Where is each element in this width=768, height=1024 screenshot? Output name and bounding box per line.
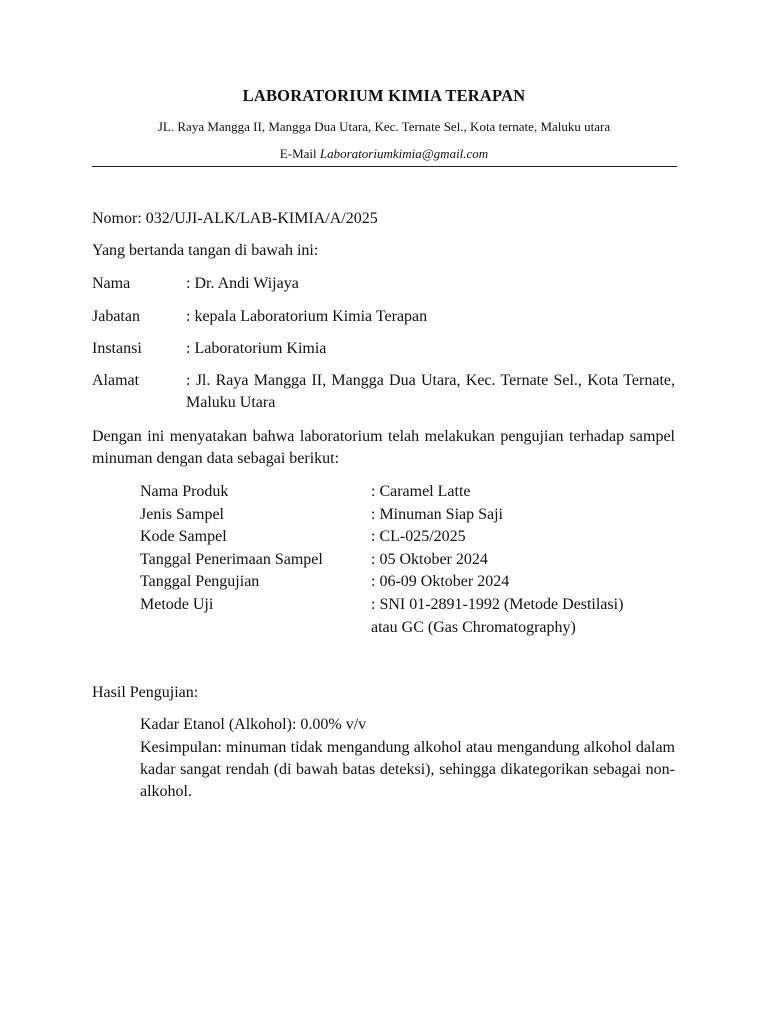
sample-value: : 05 Oktober 2024 xyxy=(371,551,488,568)
sample-label: Kode Sampel xyxy=(140,528,227,545)
sample-label: Nama Produk xyxy=(140,483,229,500)
lab-email-line xyxy=(0,146,768,162)
sample-label: Jenis Sampel xyxy=(140,506,224,523)
signatory-label: Nama xyxy=(92,275,131,292)
signatory-label: Alamat xyxy=(92,372,140,389)
sample-value: : SNI 01-2891-1992 (Metode Destilasi) xyxy=(371,596,624,613)
lab-address: JL. Raya Mangga II, Mangga Dua Utara, Kec. Ternate Sel., Kota ternate, Maluku utara xyxy=(157,119,611,134)
sample-value: : CL-025/2025 xyxy=(371,528,466,545)
sample-value: : Caramel Latte xyxy=(371,483,471,500)
signatory-address-value: : Jl. Raya Mangga II, Mangga Dua Utara, Kec. Ternate Sel., Kota Ternate, Maluku Utara xyxy=(186,372,675,411)
sample-label: Metode Uji xyxy=(140,596,214,613)
statement-text: Dengan ini menyatakan bahwa laboratorium telah melakukan pengujian terhadap sampel minuman dengan data sebagai berikut: xyxy=(92,428,675,467)
email-address: Laboratoriumkimia@gmail.com xyxy=(319,146,489,161)
results-heading: Hasil Pengujian: xyxy=(92,684,199,701)
conclusion-text: Kesimpulan: minuman tidak mengandung alkohol atau mengandung alkohol dalam kadar sangat rendah (di bawah batas deteksi), sehingga dikategorikan sebagai non-alkohol. xyxy=(140,739,675,800)
signatory-value: : Dr. Andi Wijaya xyxy=(186,275,299,292)
sample-value-continued: atau GC (Gas Chromatography) xyxy=(371,619,576,636)
header-divider xyxy=(92,166,677,167)
sample-value: : Minuman Siap Saji xyxy=(371,506,503,523)
signatory-value: : Laboratorium Kimia xyxy=(186,340,327,357)
signatory-label: Instansi xyxy=(92,340,142,357)
ethanol-result: Kadar Etanol (Alkohol): 0.00% v/v xyxy=(140,716,367,733)
sample-label: Tanggal Penerimaan Sampel xyxy=(140,551,323,568)
letter-number: Nomor: 032/UJI-ALK/LAB-KIMIA/A/2025 xyxy=(92,210,378,227)
lab-title: LABORATORIUM KIMIA TERAPAN xyxy=(242,86,526,105)
sample-label: Tanggal Pengujian xyxy=(140,573,260,590)
signatory-label: Jabatan xyxy=(92,308,140,325)
intro-text: Yang bertanda tangan di bawah ini: xyxy=(92,242,319,259)
sample-value: : 06-09 Oktober 2024 xyxy=(371,573,510,590)
email-label: E-Mail xyxy=(279,146,317,161)
signatory-value: : kepala Laboratorium Kimia Terapan xyxy=(186,308,428,325)
